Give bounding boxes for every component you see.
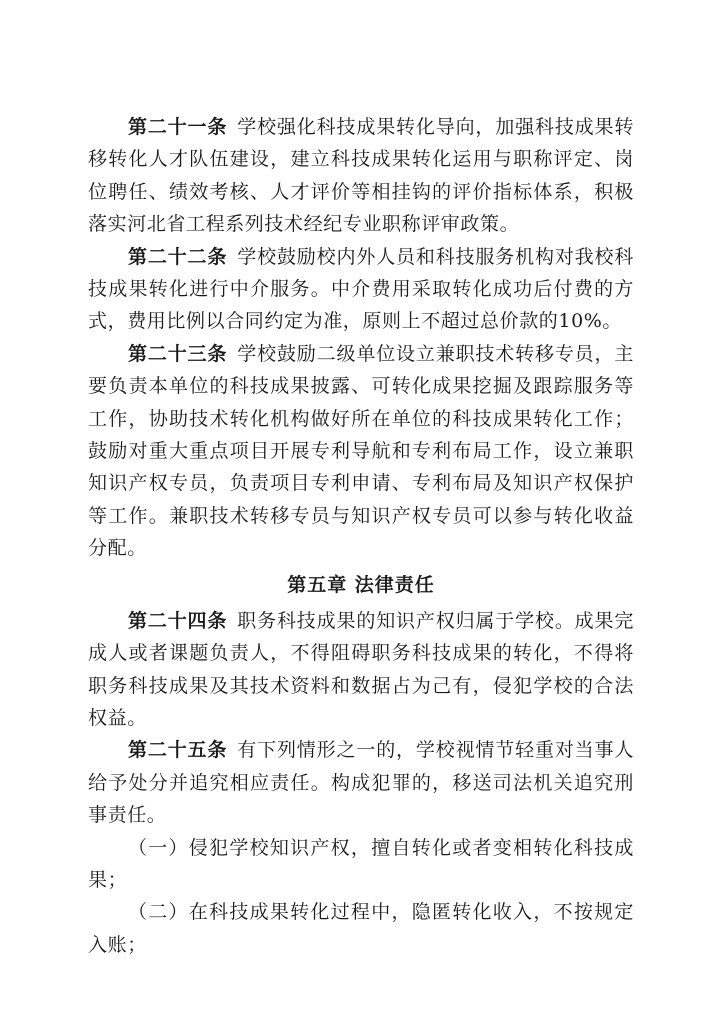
document-body xyxy=(88,111,634,961)
article-23-paragraph xyxy=(88,338,634,565)
list-item: （一）侵犯学校知识产权，擅自转化或者变相转化科技成果； xyxy=(88,836,634,891)
list-item: （二）在科技成果转化过程中，隐匿转化收入，不按规定入账； xyxy=(88,901,634,956)
article-23-text: 学校鼓励二级单位设立兼职技术转移专员，主要负责本单位的科技成果披露、可转化成果挖掘及跟踪服务等工作，协助技术转化机构做好所在单位的科技成果转化工作；鼓励对重大重点项目开展专利导航和专利布局工作，设立兼职知识产权专员，负责项目专利申请、专利布局及知识产权保护等工作。兼职技术转移专员与知识产权专员可以参与转化收益分配。 xyxy=(88,342,634,560)
article-25-text: 有下列情形之一的，学校视情节轻重对当事人给予处分并追究相应责任。构成犯罪的，移送司法机关追究刑事责任。 xyxy=(88,739,634,827)
article-21-text: 学校强化科技成果转化导向，加强科技成果转移转化人才队伍建设，建立科技成果转化运用与职称评定、岗位聘任、绩效考核、人才评价等相挂钩的评价指标体系，积极落实河北省工程系列技术经纪专业职称评审政策。 xyxy=(88,116,634,236)
article-24-paragraph xyxy=(88,605,634,735)
article-21-heading: 第二十一条 xyxy=(128,116,228,138)
chapter-title: 第五章 法律责任 xyxy=(287,573,435,596)
article-22-text: 学校鼓励校内外人员和科技服务机构对我校科技成果转化进行中介服务。中介费用采取转化成功后付费的方式，费用比例以合同约定为准，原则上不超过总价款的10%。 xyxy=(88,245,634,333)
article-22-heading: 第二十二条 xyxy=(128,245,228,268)
article-24-text: 职务科技成果的知识产权归属于学校。成果完成人或者课题负责人，不得阻碍职务科技成果的转化，不得将职务科技成果及其技术资料和数据占为己有，侵犯学校的合法权益。 xyxy=(88,609,634,729)
article-25-paragraph xyxy=(88,734,634,831)
article-23-heading: 第二十三条 xyxy=(128,342,228,365)
article-25-heading: 第二十五条 xyxy=(128,739,228,762)
article-21-paragraph xyxy=(88,111,634,241)
article-24-heading: 第二十四条 xyxy=(128,609,228,632)
article-22-paragraph xyxy=(88,241,634,338)
